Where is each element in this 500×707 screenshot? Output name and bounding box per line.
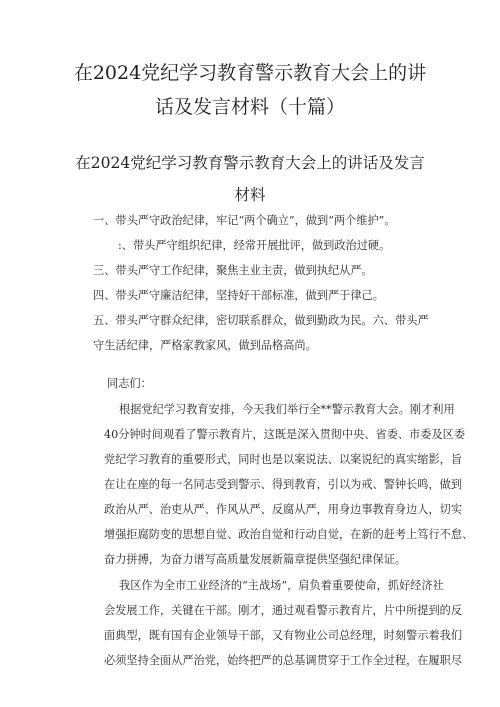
body-line-6: 增强拒腐防变的思想自觉、政治自觉和行动自觉，在新的赶考上笃行不怠、 bbox=[104, 528, 474, 541]
document-title-line-1: 在2024党纪学习教育警示教育大会上的讲 bbox=[73, 62, 427, 84]
body-line-10: 面典型，既有国有企业领导干部，又有物业公司总经理，时刻警示着我们 bbox=[104, 629, 463, 642]
body-line-4: 在让在座的每一名同志受到警示、得到教育，引以为戒、警钟长鸣，做到 bbox=[104, 478, 463, 491]
section-heading-line-1: 在2024党纪学习教育警示教育大会上的讲话及发言 bbox=[75, 154, 425, 172]
outline-item-6: 守生活纪律，严格家教家风，做到品格高尚。 bbox=[93, 339, 317, 352]
body-line-1: 根据党纪学习教育安排，今天我们举行全**警示教育大会。刚才利用 bbox=[119, 403, 455, 416]
body-line-11: 必须坚持全面从严治党，始终把严的总基调贯穿于工作全过程，在履职尽 bbox=[104, 654, 463, 667]
outline-item-1: 一、带头严守政治纪律，牢记“两个确立”，做到“两个维护”。 bbox=[93, 214, 396, 227]
salutation: 同志们： bbox=[107, 377, 152, 390]
outline-item-2: :、带头严守组织纪律，经常开展批评，做到政治过硬。 bbox=[118, 239, 391, 252]
document-title-line-2: 话及发言材料（十篇） bbox=[154, 96, 345, 118]
body-line-2: 40分钟时间观看了警示教育片，这既是深入贯彻中央、省委、市委及区委 bbox=[104, 428, 466, 441]
body-line-9: 会发展工作，关键在干部。刚才，通过观看警示教育片，片中所提到的反 bbox=[104, 604, 463, 617]
body-line-3: 党纪学习教育的重要形式，同时也是以案说法、以案说纪的真实缩影，旨 bbox=[104, 453, 463, 466]
body-line-8: 我区作为全市工业经济的“主战场”，肩负着重要使命，抓好经济社 bbox=[119, 579, 444, 592]
outline-item-3: 三、带头严守工作纪律，聚焦主业主责，做到执纪从严。 bbox=[93, 264, 373, 277]
body-line-7: 奋力拼搏，为奋力谱写高质量发展新篇章提供坚强纪律保证。 bbox=[104, 553, 407, 566]
body-line-5: 政治从严、治吏从严、作风从严、反腐从严，用身边事教育身边人，切实 bbox=[104, 503, 463, 516]
outline-item-5: 五、带头严守群众纪律，密切联系群众，做到勤政为民。六、带头严 bbox=[93, 314, 429, 327]
section-heading-line-2: 材料 bbox=[234, 186, 266, 204]
outline-item-4: 四、带头严守廉洁纪律，坚持好干部标准，做到严于律己。 bbox=[93, 289, 384, 302]
